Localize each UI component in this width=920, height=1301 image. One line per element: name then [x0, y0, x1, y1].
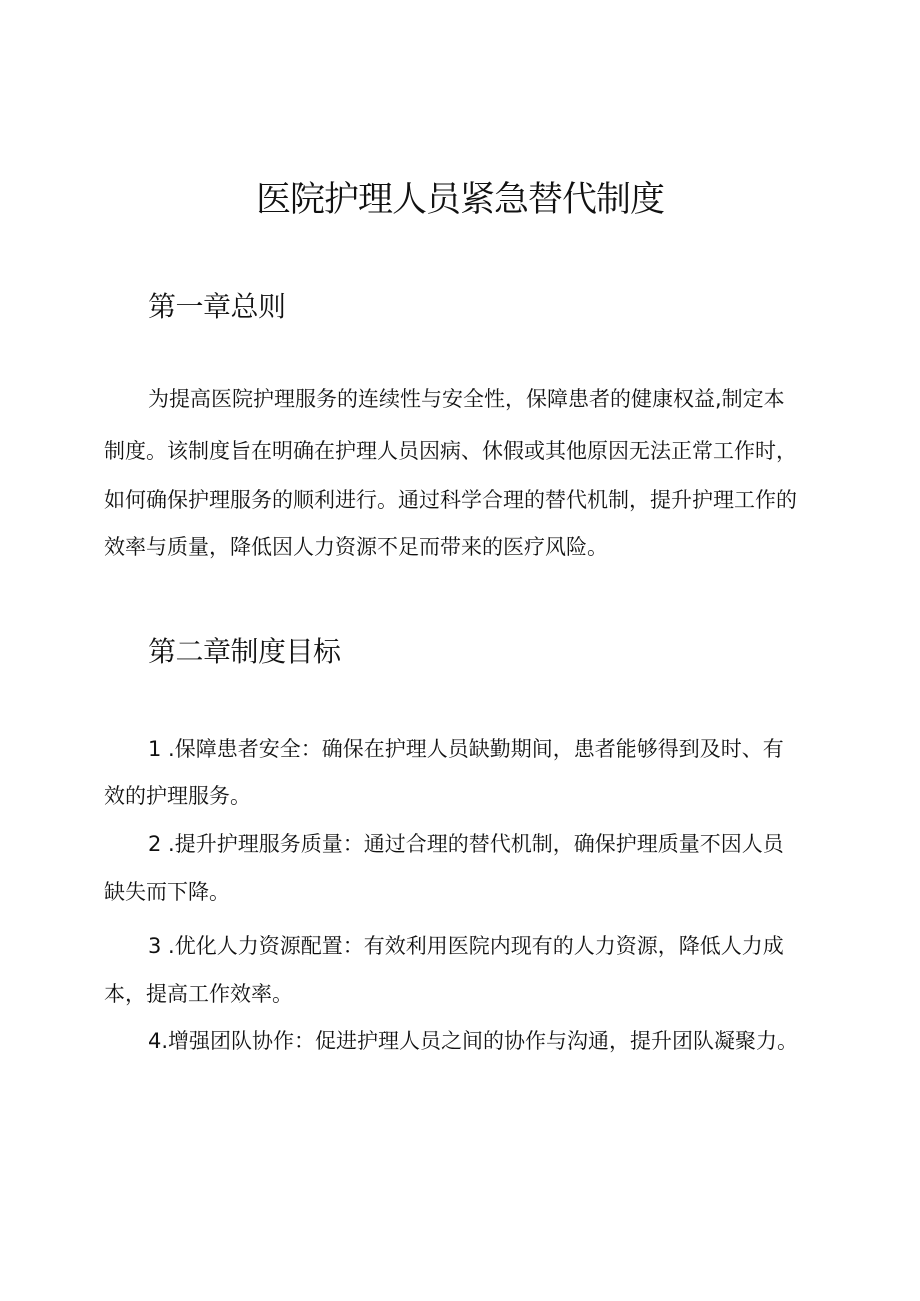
chapter-1-paragraph-line-2: 制度。该制度旨在明确在护理人员因病、休假或其他原因无法正常工作时， — [104, 439, 797, 463]
chapter-1-paragraph-line-1: 为提高医院护理服务的连续性与安全性，保障患者的健康权益,制定本 — [148, 387, 785, 411]
chapter-1-paragraph-line-4: 效率与质量，降低因人力资源不足而带来的医疗风险。 — [104, 535, 608, 559]
goal-item-4-line-1: 4.增强团队协作：促进护理人员之间的协作与沟通，提升团队凝聚力。 — [148, 1029, 799, 1053]
chapter-1-heading: 第一章总则 — [148, 290, 286, 323]
goal-item-1-line-2: 效的护理服务。 — [104, 784, 251, 808]
goal-item-3-line-1: 3 .优化人力资源配置：有效利用医院内现有的人力资源，降低人力成 — [148, 934, 784, 958]
goal-item-3-line-2: 本，提高工作效率。 — [104, 982, 293, 1006]
chapter-2-heading: 第二章制度目标 — [148, 635, 341, 668]
goal-item-1-line-1: 1 .保障患者安全：确保在护理人员缺勤期间，患者能够得到及时、有 — [148, 737, 784, 761]
goal-item-2-line-2: 缺失而下降。 — [104, 880, 230, 904]
document-title: 医院护理人员紧急替代制度 — [255, 180, 664, 220]
chapter-1-paragraph-line-3: 如何确保护理服务的顺利进行。通过科学合理的替代机制，提升护理工作的 — [104, 488, 797, 512]
goal-item-2-line-1: 2 .提升护理服务质量：通过合理的替代机制，确保护理质量不因人员 — [148, 832, 784, 856]
